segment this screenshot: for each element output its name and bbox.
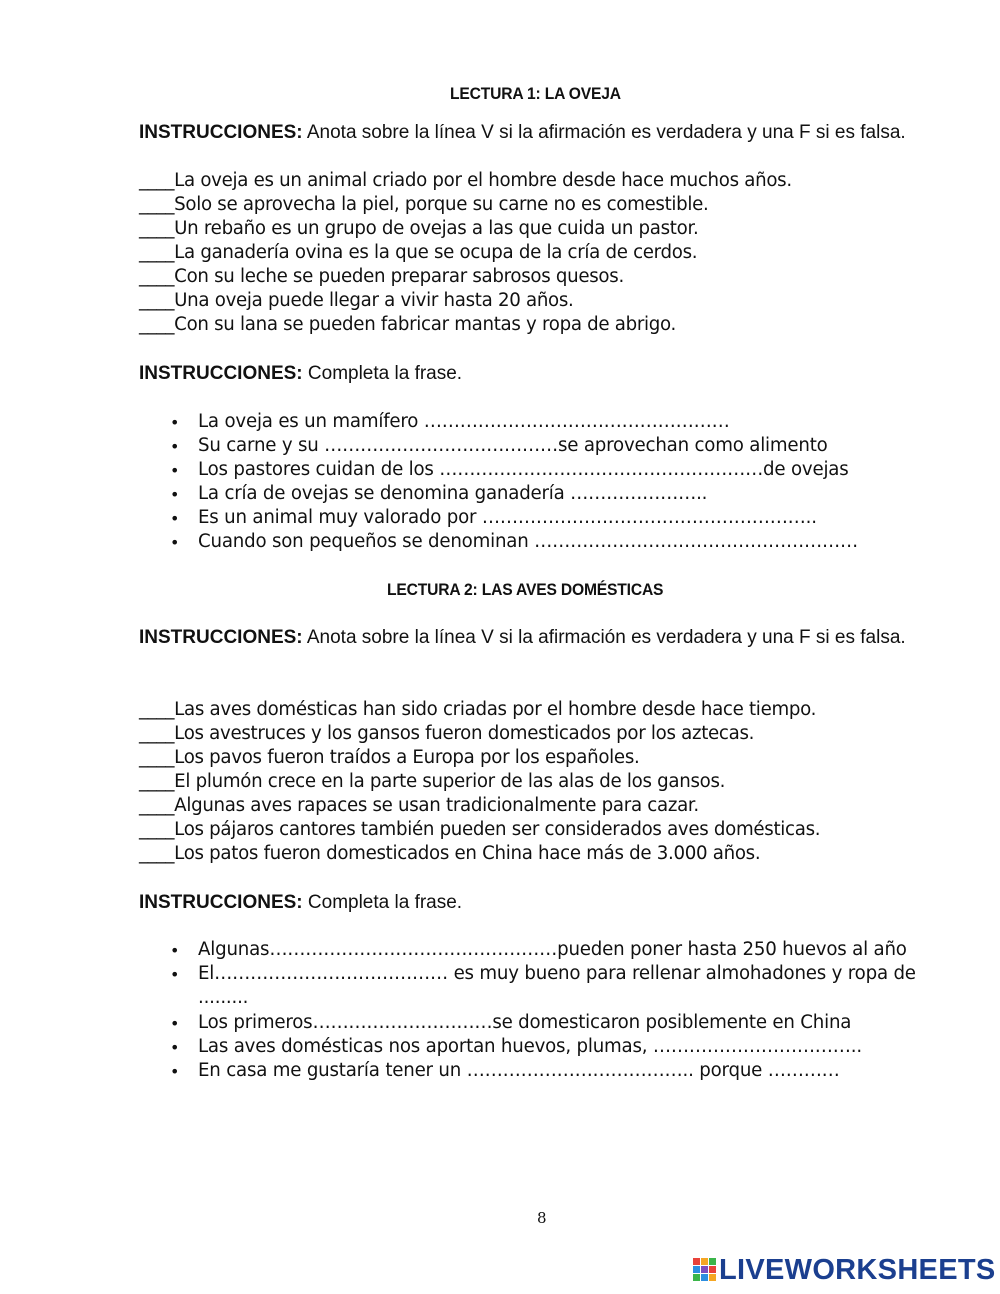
tf-statement[interactable]: ____Con su leche se pueden preparar sabrosos quesos. [139,266,624,287]
bullet: • [170,461,180,480]
instructions-text: Completa la frase. [302,363,463,384]
bullet: • [170,941,180,960]
instructions-text: Anota sobre la línea V si la afirmación es verdadera y una F si es falsa. [302,627,906,648]
tf-statement[interactable]: ____Los pavos fueron traídos a Europa por los españoles. [139,747,640,768]
instructions-label: INSTRUCCIONES: [139,892,303,913]
instructions-label: INSTRUCCIONES: [139,627,303,648]
bullet: • [170,437,180,456]
bullet: • [170,485,180,504]
bullet: • [170,413,180,432]
complete-sentence[interactable]: Las aves domésticas nos aportan huevos, plumas, …………………………….. [198,1036,862,1057]
complete-sentence[interactable]: El………………………………… es muy bueno para rellenar almohadones y ropa de [198,963,916,984]
complete-sentence[interactable]: Los pastores cuidan de los ………………………………………………de ovejas [198,459,849,480]
complete-sentence-continuation[interactable]: ......... [198,987,249,1008]
tf-statement[interactable]: ____Con su lana se pueden fabricar mantas y ropa de abrigo. [139,314,677,335]
section1-complete-instructions [139,362,919,386]
bullet: • [170,1038,180,1057]
bullet: • [170,965,180,984]
tf-statement[interactable]: ____Algunas aves rapaces se usan tradicionalmente para cazar. [139,795,699,816]
section2-tf-instructions [139,626,919,650]
complete-sentence[interactable]: Es un animal muy valorado por ……………………………………………….. [198,507,817,528]
tf-statement[interactable]: ____Una oveja puede llegar a vivir hasta 20 años. [139,290,574,311]
tf-statement[interactable]: ____Un rebaño es un grupo de ovejas a las que cuida un pastor. [139,218,699,239]
complete-sentence[interactable]: La cría de ovejas se denomina ganadería ………………….. [198,483,708,504]
tf-statement[interactable]: ____Los patos fueron domesticados en China hace más de 3.000 años. [139,843,761,864]
tf-statement[interactable]: ____La ganadería ovina es la que se ocupa de la cría de cerdos. [139,242,698,263]
instructions-label: INSTRUCCIONES: [139,363,303,384]
complete-sentence[interactable]: Algunas…………………………………………pueden poner hasta 250 huevos al año [198,939,907,960]
instructions-label: INSTRUCCIONES: [139,122,303,143]
bullet: • [170,509,180,528]
section1-title: LECTURA 1: LA OVEJA [450,84,621,103]
tf-statement[interactable]: ____Los avestruces y los gansos fueron domesticados por los aztecas. [139,723,755,744]
complete-sentence[interactable]: Su carne y su …………………………………se aprovechan como alimento [198,435,828,456]
liveworksheets-logo[interactable]: LIVEWORKSHEETS [719,1254,996,1286]
bullet: • [170,1014,180,1033]
tf-statement[interactable]: ____Las aves domésticas han sido criadas por el hombre desde hace tiempo. [139,699,817,720]
tf-statement[interactable]: ____El plumón crece en la parte superior de las alas de los gansos. [139,771,726,792]
section2-title: LECTURA 2: LAS AVES DOMÉSTICAS [387,580,664,599]
instructions-text: Completa la frase. [302,892,463,913]
bullet: • [170,533,180,552]
instructions-text: Anota sobre la línea V si la afirmación es verdadera y una F si es falsa. [302,122,906,143]
tf-statement[interactable]: ____La oveja es un animal criado por el hombre desde hace muchos años. [139,170,792,191]
complete-sentence[interactable]: Los primeros…………………………se domesticaron posiblemente en China [198,1012,852,1033]
complete-sentence[interactable]: Cuando son pequeños se denominan ……………………………………………… [198,531,858,552]
section1-tf-instructions [139,121,919,145]
bullet: • [170,1062,180,1081]
page-number: 8 [537,1209,547,1227]
tf-statement[interactable]: ____Los pájaros cantores también pueden ser considerados aves domésticas. [139,819,821,840]
complete-sentence[interactable]: En casa me gustaría tener un ……………………………….. porque ………… [198,1060,840,1081]
tf-statement[interactable]: ____Solo se aprovecha la piel, porque su carne no es comestible. [139,194,709,215]
complete-sentence[interactable]: La oveja es un mamífero …………………………………………… [198,411,730,432]
liveworksheets-logo-icon [693,1258,717,1282]
section2-complete-instructions [139,891,919,915]
